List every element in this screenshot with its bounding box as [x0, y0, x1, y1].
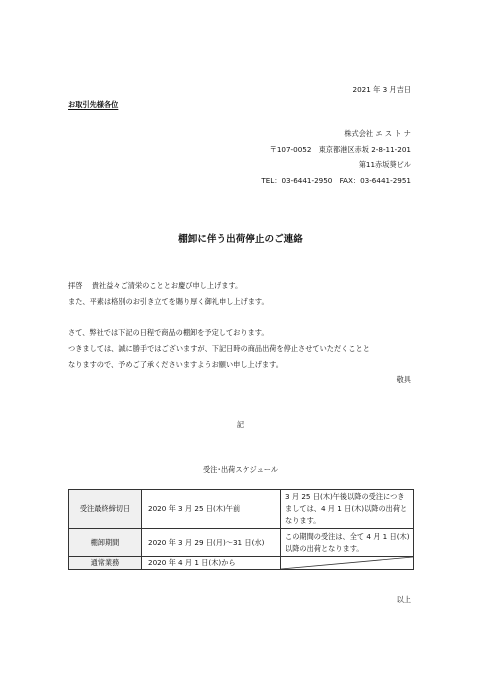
- table-row: [69, 490, 414, 529]
- row-note: この期間の受注は、全て 4 月 1 日(木)以降の出荷となります。: [281, 529, 414, 557]
- end-mark: 以上: [396, 595, 411, 604]
- row-label: 棚卸期間: [69, 529, 142, 557]
- greeting-line-2: また、平素は格別のお引き立てを賜り厚く御礼申し上げます。: [68, 297, 269, 306]
- body-line-1: さて、弊社では下記の日程で商品の棚卸を予定しております。: [68, 328, 269, 337]
- empty-cell-diagonal: [281, 557, 414, 570]
- row-date: 2020 年 3 月 25 日(木)午前: [142, 490, 281, 529]
- row-note: 3 月 25 日(木)午後以降の受注につきましては、4 月 1 日(木)以降の出荷となります。: [281, 490, 414, 529]
- table-row: [69, 557, 414, 570]
- body-line-2: つきましては、誠に勝手ではございますが、下記日時の商品出荷を停止させていただくことと: [68, 344, 370, 353]
- document-date: 2021 年 3 月吉日: [352, 85, 411, 94]
- greeting-line-1: 拝啓 貴社益々ご清栄のこととお慶び申し上げます。: [68, 281, 243, 290]
- row-date: 2020 年 3 月 29 日(月)～31 日(水): [142, 529, 281, 557]
- sender-address: 〒107-0052 東京都港区赤坂 2-8-11-201: [269, 145, 411, 154]
- schedule-heading: 受注･出荷スケジュール: [202, 465, 279, 474]
- row-label: 通常業務: [69, 557, 142, 570]
- sender-company: 株式会社 エ ス ト ナ: [344, 129, 411, 138]
- body-line-3: なりますので、予めご了承くださいますようお願い申し上げます。: [68, 360, 283, 369]
- schedule-table: [68, 489, 414, 570]
- sender-contact: TEL：03-6441-2950 FAX：03-6441-2951: [261, 176, 411, 185]
- row-label: 受注最終締切日: [69, 490, 142, 529]
- diagonal-line: [281, 557, 413, 569]
- table-row: [69, 529, 414, 557]
- recipient-line: お取引先様各位: [68, 100, 119, 109]
- row-date: 2020 年 4 月 1 日(木)から: [142, 557, 281, 570]
- closing-word: 敬具: [396, 375, 411, 384]
- sender-building: 第11赤坂葵ビル: [358, 160, 411, 169]
- document-title: 棚卸に伴う出荷停止のご連絡: [178, 234, 303, 245]
- ki-mark: 記: [236, 420, 245, 429]
